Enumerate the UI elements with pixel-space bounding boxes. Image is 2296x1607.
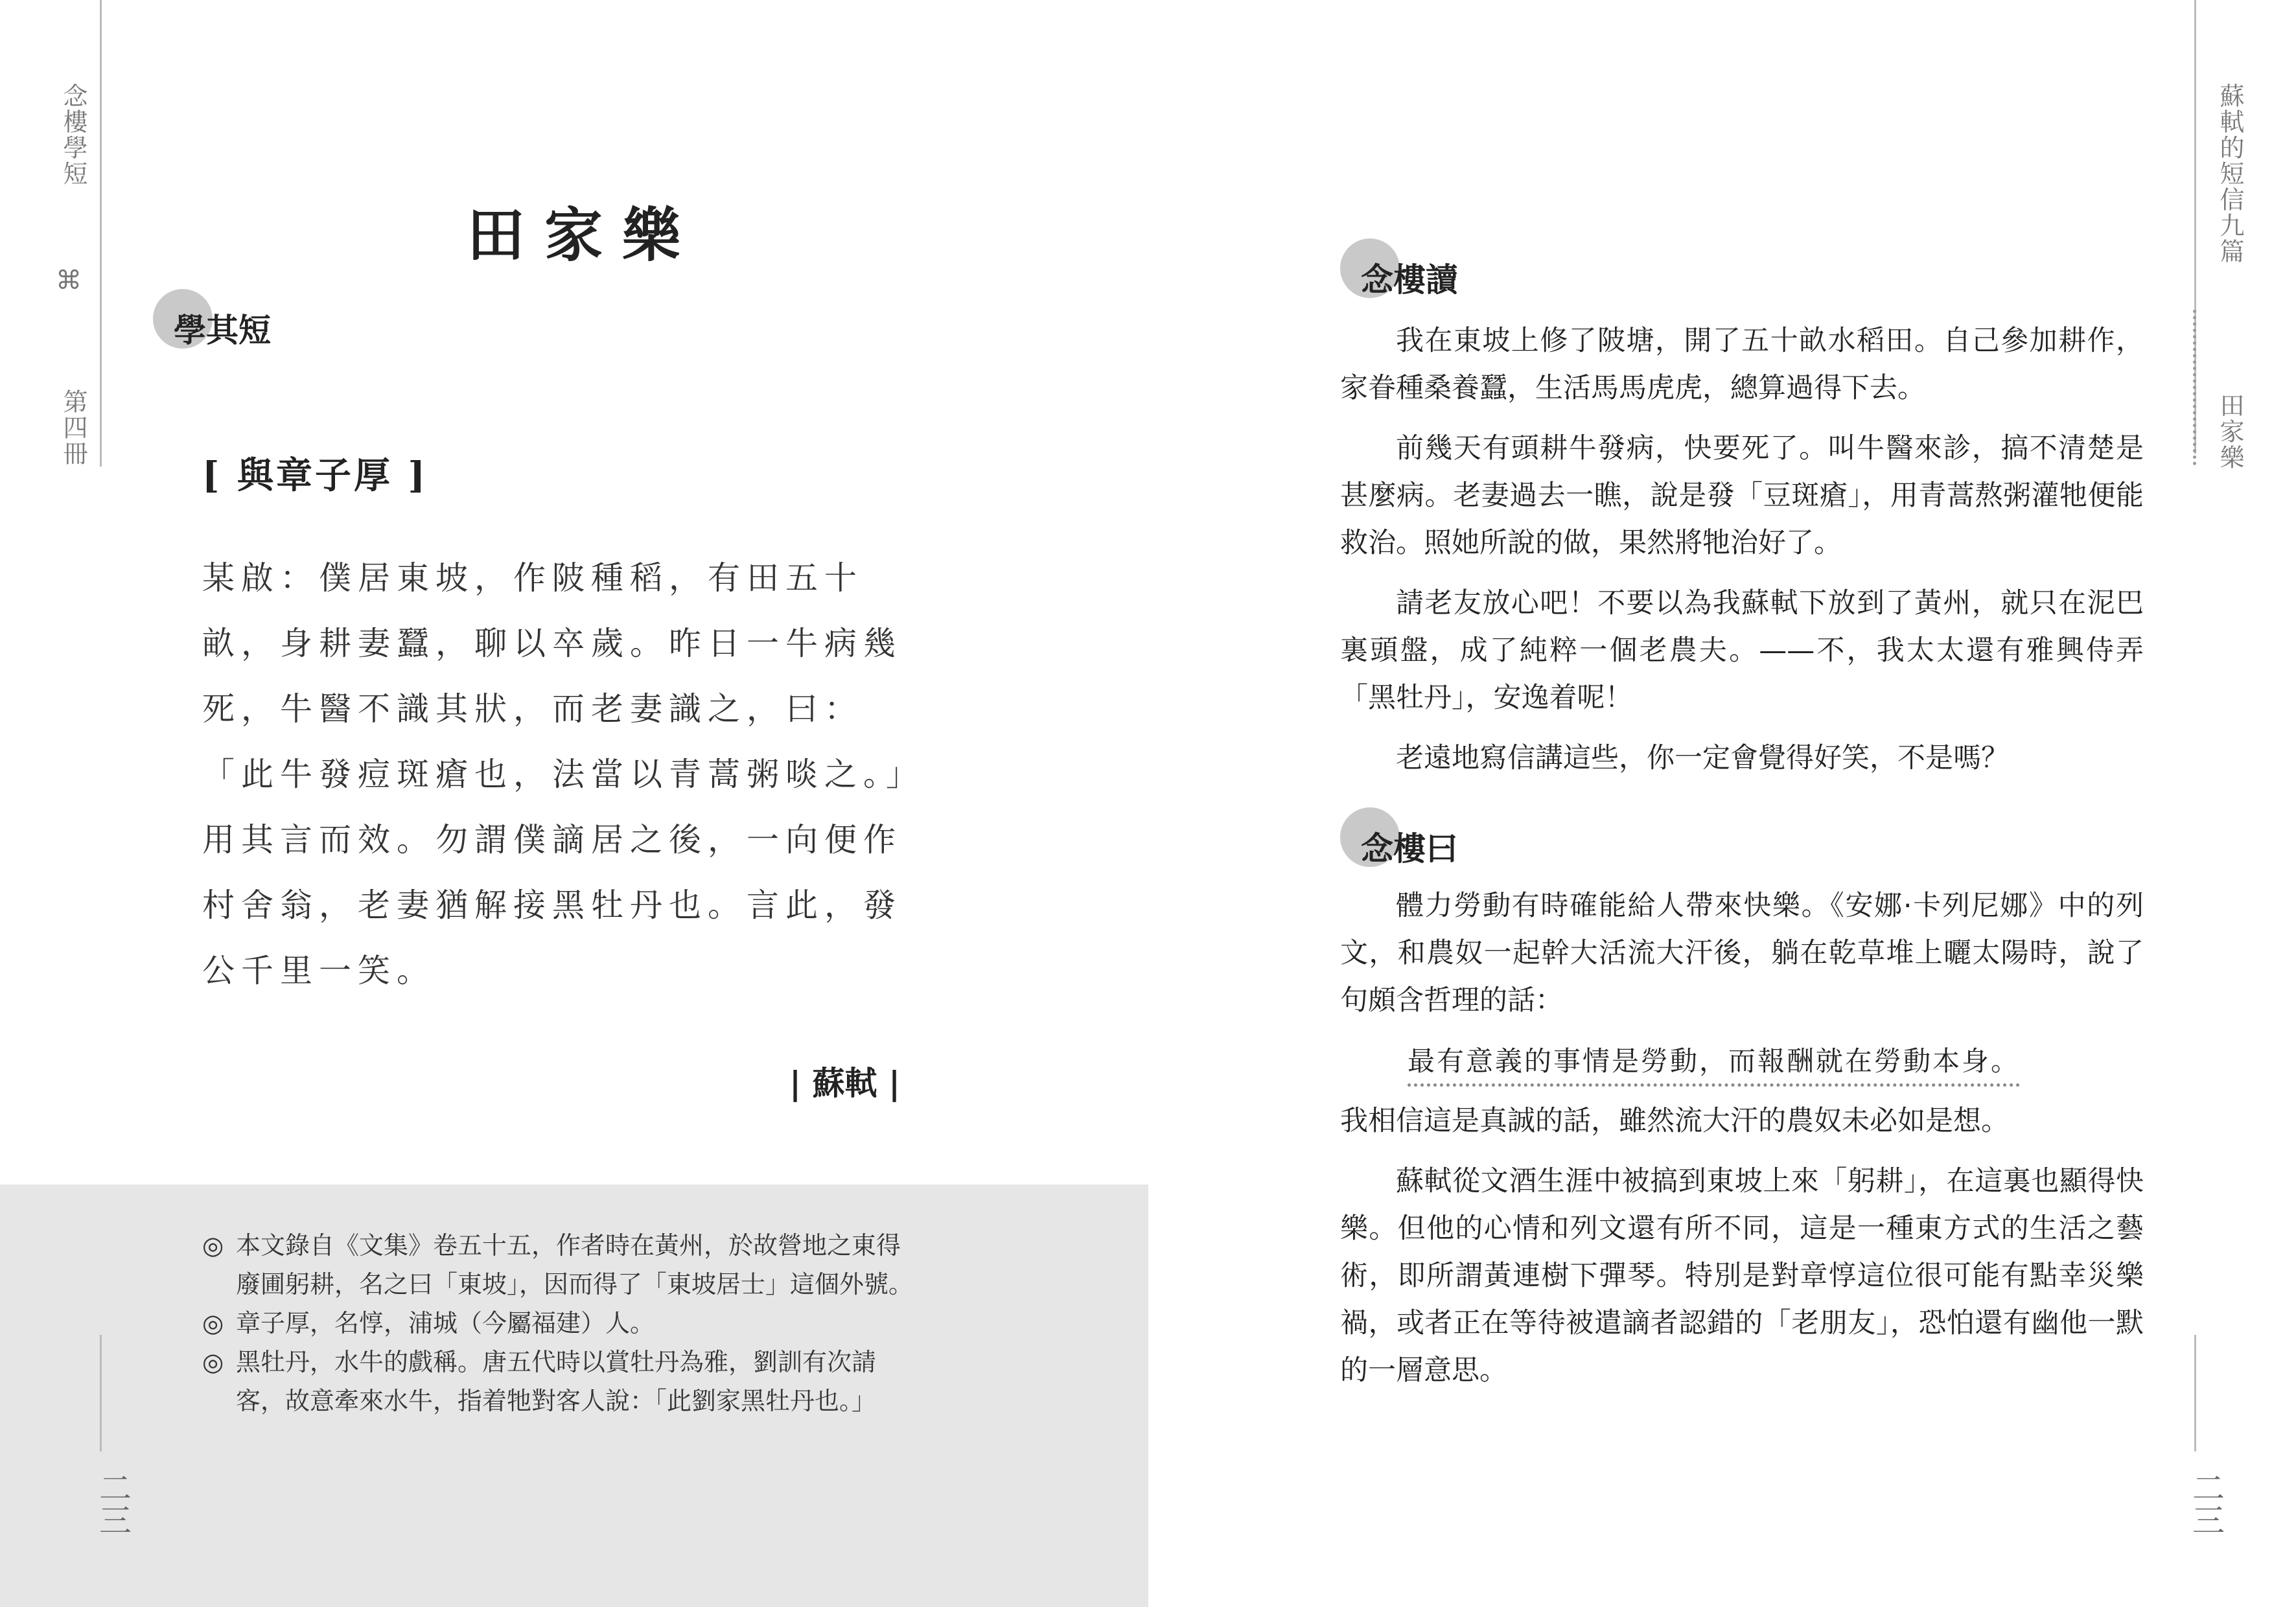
left-running-head: 念樓學短 [59,83,87,187]
left-volume-label: 第四冊 [59,389,87,467]
command-symbol-icon: ⌘ [56,266,82,295]
section-label: 念樓曰 [1361,829,1458,868]
author-name: | 蘇軾 | [789,1064,901,1102]
right-margin-rule-bottom [2194,1335,2196,1451]
section-heading-nian-lou-du [1361,254,1458,301]
right-running-sub: 田家樂 [2216,393,2244,470]
footnote-item [202,1304,922,1343]
note-text: 章子厚，名惇，浦城（今屬福建）人。 [236,1309,655,1337]
footnotes [202,1226,922,1420]
classical-text: 某啟：僕居東坡，作陂種稻，有田五十畝，身耕妻蠶，聊以卒歲。昨日一牛病幾死，牛醫不識其狀，而老妻識之，曰：「此牛發痘斑瘡也，法當以青蒿粥啖之。」用其言而效。勿謂僕謫居之後，一向便作村舍翁，老妻猶解接黑牡丹也。言此，發公千里一笑。 [202,559,909,989]
left-margin-rule-top [100,0,102,467]
letter-title: [ 與章子厚 ] [202,454,428,497]
right-running-head: 蘇軾的短信九篇 [2216,83,2244,264]
commentary-paragraph: 體力勞動有時確能給人帶來快樂。《安娜·卡列尼娜》中的列文，和農奴一起幹大活流大汗後，躺在乾草堆上曬太陽時，說了句頗含哲理的話： [1340,890,2144,1017]
section-label: 念樓讀 [1361,260,1458,299]
commentary-paragraph: 蘇軾從文酒生涯中被搞到東坡上來「躬耕」，在這裏也顯得快樂。但他的心情和列文還有所不同，這是一種東方式的生活之藝術，即所謂黃連樹下彈琴。特別是對章惇這位很可能有點幸災樂禍，或者正在等待被遣謫者認錯的「老朋友」，恐怕還有幽他一默的一層意思。 [1340,1165,2144,1387]
page-title: 田家樂 [467,201,700,270]
quotation-text: 最有意義的事情是勞動，而報酬就在勞動本身。 [1408,1045,2020,1087]
running-head-dotted-divider [2193,310,2196,465]
footnote-item [202,1343,922,1420]
translation-paragraph: 我在東坡上修了陂塘，開了五十畝水稻田。自己參加耕作，家眷種桑養蠶，生活馬馬虎虎，總算過得下去。 [1340,325,2144,404]
section-heading-xue-qi-duan [174,305,271,351]
translation-block [1340,318,2144,795]
translation-paragraph: 前幾天有頭耕牛發病，快要死了。叫牛醫來診，搞不清楚是甚麼病。老妻過去一瞧，說是發「豆斑瘡」，用青蒿熬粥灌牠便能救治。照她所說的做，果然將牠治好了。 [1340,432,2144,559]
commentary-paragraph: 我相信這是真誠的話，雖然流大汗的農奴未必如是想。 [1340,1105,2009,1137]
note-text: 本文錄自《文集》卷五十五，作者時在黃州，於故營地之東得廢圃躬耕，名之曰「東坡」，因而得了「東坡居士」這個外號。 [236,1231,914,1299]
note-marker: ◎ [202,1231,224,1260]
footnote-item [202,1226,922,1304]
quotation [1340,1037,2144,1085]
left-margin-rule-bottom [100,1335,102,1451]
right-page-number: 二三 [2187,1471,2225,1536]
section-label: 學其短 [174,311,271,349]
translation-paragraph: 老遠地寫信講這些，你一定會覺得好笑，不是嗎？ [1396,742,2009,774]
note-marker: ◎ [202,1348,224,1376]
left-page-number: 二三 [94,1471,132,1536]
translation-paragraph: 請老友放心吧！不要以為我蘇軾下放到了黃州，就只在泥巴裏頭盤，成了純粹一個老農夫。——不，我太太還有雅興侍弄「黑牡丹」，安逸着呢！ [1340,587,2144,714]
commentary-block [1340,883,2144,1407]
section-heading-nian-lou-yue [1361,823,1458,870]
note-marker: ◎ [202,1309,224,1337]
note-text: 黑牡丹，水牛的戲稱。唐五代時以賞牡丹為雅，劉訓有次請客，故意牽來水牛，指着牠對客人說：「此劉家黑牡丹也。」 [236,1348,877,1415]
